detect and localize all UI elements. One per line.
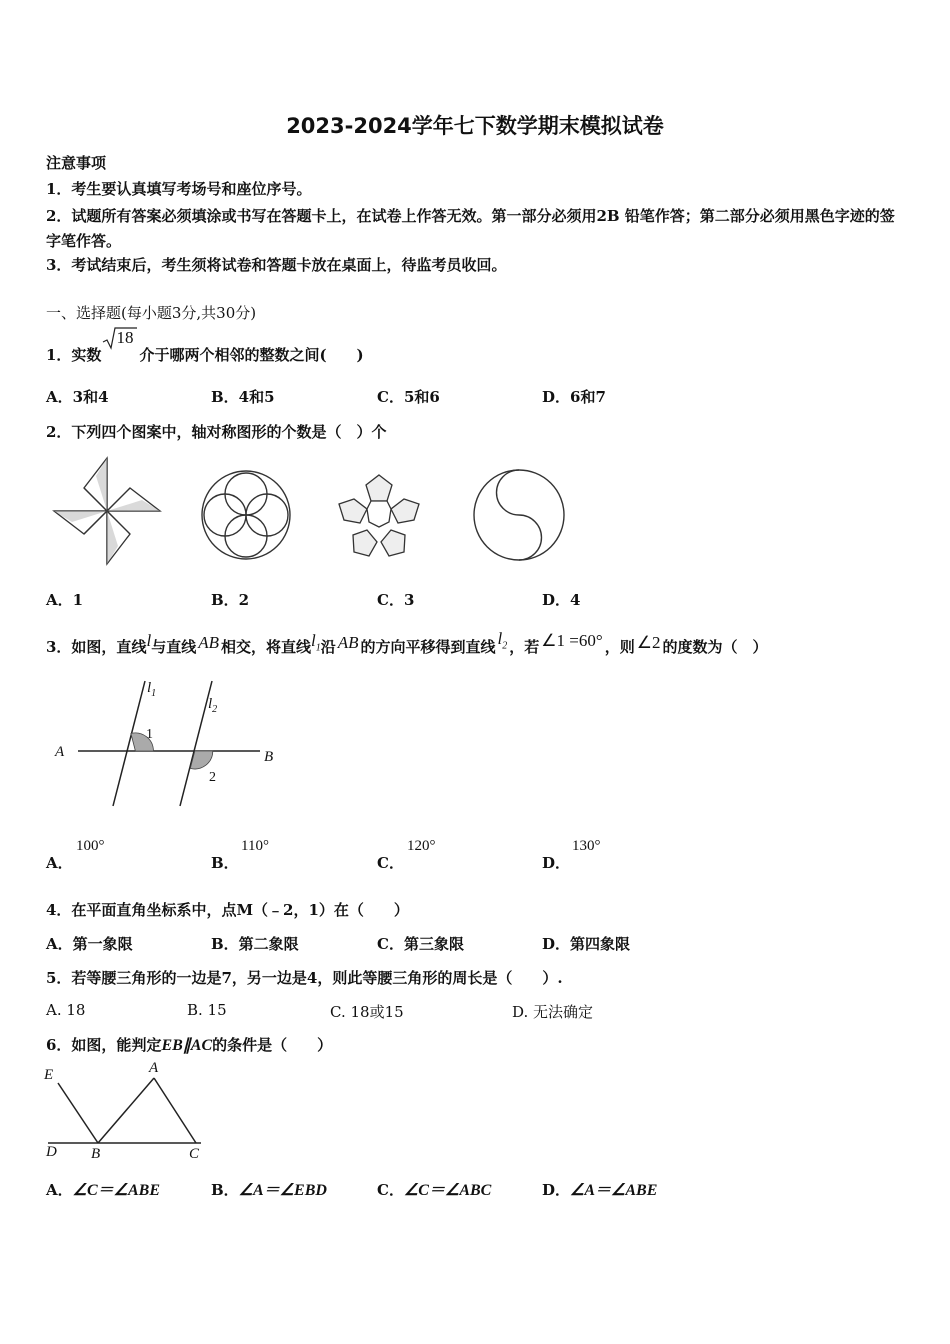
q1-option-c: C．5和6 [377,388,440,406]
q3-text-3: 相交，将直线 [220,638,311,656]
q4-stem: 4．在平面直角坐标系中，点M（﹣2，1）在（ ） [46,901,409,919]
q4-option-b: B．第二象限 [211,935,299,953]
q6-option-d [542,1177,657,1200]
q5-option-d: D. 无法确定 [512,1003,594,1021]
q6-option-b-letter: B． [211,1181,239,1199]
q3-l2-letter: l [497,629,503,648]
q5-stem: 5．若等腰三角形的一边是7，另一边是4，则此等腰三角形的周长是（ ）. [46,969,563,987]
pentagon-flower-figure [334,472,424,562]
q1-option-a: A．3和4 [46,388,109,406]
q3-option-d-value: 130° [572,838,601,854]
q3-text-4: 沿 [320,638,336,656]
q3-text-5: 的方向平移得到直线 [360,638,496,656]
q6-option-c [377,1177,491,1200]
q1-stem-post: 介于哪两个相邻的整数之间( ) [139,346,364,364]
q3-fig-label-a: A [55,744,65,760]
q3-ab-1: AB [198,633,219,652]
q3-option-b-value: 110° [241,838,269,854]
q6-fig-label-c: C [189,1146,200,1162]
q6-option-d-letter: D． [542,1181,571,1199]
q3-angle-2: ∠2 [636,633,661,652]
petal-circle-figure [198,467,294,563]
q6-option-d-value: ∠A＝∠ABE [570,1182,658,1199]
q3-option-c-letter: C． [377,854,404,872]
q4-option-a: A．第一象限 [46,935,133,953]
q3-fig-label-l2 [208,696,217,715]
q6-figure [46,1068,216,1158]
q3-text-7: ，则 [604,638,635,656]
q6-stem-pre: 6．如图，能判定 [46,1036,162,1054]
q3-l2-sub: 2 [502,640,508,652]
q3-option-c-value: 120° [407,838,436,854]
q5-option-a: A. 18 [46,1001,86,1019]
q5-option-c: C. 18或15 [330,1003,404,1021]
q2-option-d: D．4 [542,591,581,609]
q3-option-b-letter: B． [211,854,239,872]
q1-option-b: B．4和5 [211,388,275,406]
q3-stem [46,629,768,659]
notice-heading: 注意事项 [46,154,107,172]
q3-option-a-letter: A． [46,854,73,872]
page-title: 2023-2024学年七下数学期末模拟试卷 [286,114,664,138]
q3-text-8: 的度数为（ ） [662,638,768,656]
q6-option-b [211,1177,327,1200]
q2-option-c: C．3 [377,591,415,609]
q3-text-2: 与直线 [151,638,197,656]
q1-stem-pre: 1．实数 [46,346,102,364]
q6-fig-label-e: E [44,1067,54,1083]
q1-sqrt [101,328,139,360]
q3-option-d-letter: D． [542,854,571,872]
q3-text-1: 3．如图，直线 [46,638,147,656]
q6-stem [46,1034,332,1055]
q6-option-c-value: ∠C＝∠ABC [403,1182,492,1199]
q2-option-a: A．1 [46,591,84,609]
q3-fig-l2-sub: 2 [212,704,218,715]
q3-fig-l1-sub: 1 [151,688,157,699]
q3-fig-l2-letter: l [208,696,213,712]
q1-option-d: D．6和7 [542,388,606,406]
notice-item-1: 1．考生要认真填写考场号和座位序号。 [46,180,312,198]
s-curve-circle-figure [471,467,567,563]
pinwheel-figure [52,456,162,566]
q3-option-a-value: 100° [76,838,105,854]
q3-fig-angle-2: 2 [209,770,216,785]
q3-fig-label-b: B [264,749,274,765]
q3-line-l: l [146,631,152,650]
q1-stem [46,328,364,365]
q4-option-c: C．第三象限 [377,935,464,953]
q6-condition: EB∥AC [161,1037,213,1054]
q3-figure [50,676,290,816]
q6-stem-post: 的条件是（ ） [212,1036,333,1054]
q3-condition: ∠1 =60° [541,631,603,650]
notice-item-3: 3．考试结束后，考生须将试卷和答题卡放在桌面上，待监考员收回。 [46,256,507,274]
notice-item-2: 2．试题所有答案必须填涂或书写在答题卡上，在试卷上作答无效。第一部分必须用2B 铅笔作答；第二部分必须用黑色字迹的签字笔作答。 [46,207,895,250]
q3-fig-label-l1 [147,680,156,699]
q6-fig-label-d: D [46,1144,57,1160]
q4-option-d: D．第四象限 [542,935,631,953]
q6-option-c-letter: C． [377,1181,404,1199]
q2-stem: 2．下列四个图案中，轴对称图形的个数是（ ）个 [46,423,387,441]
q5-option-b: B. 15 [187,1001,227,1019]
q6-option-a [46,1177,160,1200]
q3-line-l1 [311,631,321,654]
q3-l1-letter: l [311,631,316,650]
q3-l1-sub: 1 [315,642,321,654]
q2-option-b: B．2 [211,591,250,609]
q6-option-a-letter: A． [46,1181,73,1199]
q6-option-b-value: ∠A＝∠EBD [238,1182,327,1199]
q3-ab-2: AB [337,633,359,652]
q3-line-l2 [497,629,508,652]
q6-option-a-value: ∠C＝∠ABE [72,1182,161,1199]
q6-fig-label-b: B [91,1146,101,1162]
q3-text-6: ，若 [509,638,540,656]
q3-fig-l1-letter: l [147,680,152,696]
section-heading: 一、选择题(每小题3分,共30分) [46,304,257,322]
q3-fig-angle-1: 1 [146,727,153,742]
q1-radicand: 18 [116,328,134,347]
q6-fig-label-a: A [149,1060,159,1076]
